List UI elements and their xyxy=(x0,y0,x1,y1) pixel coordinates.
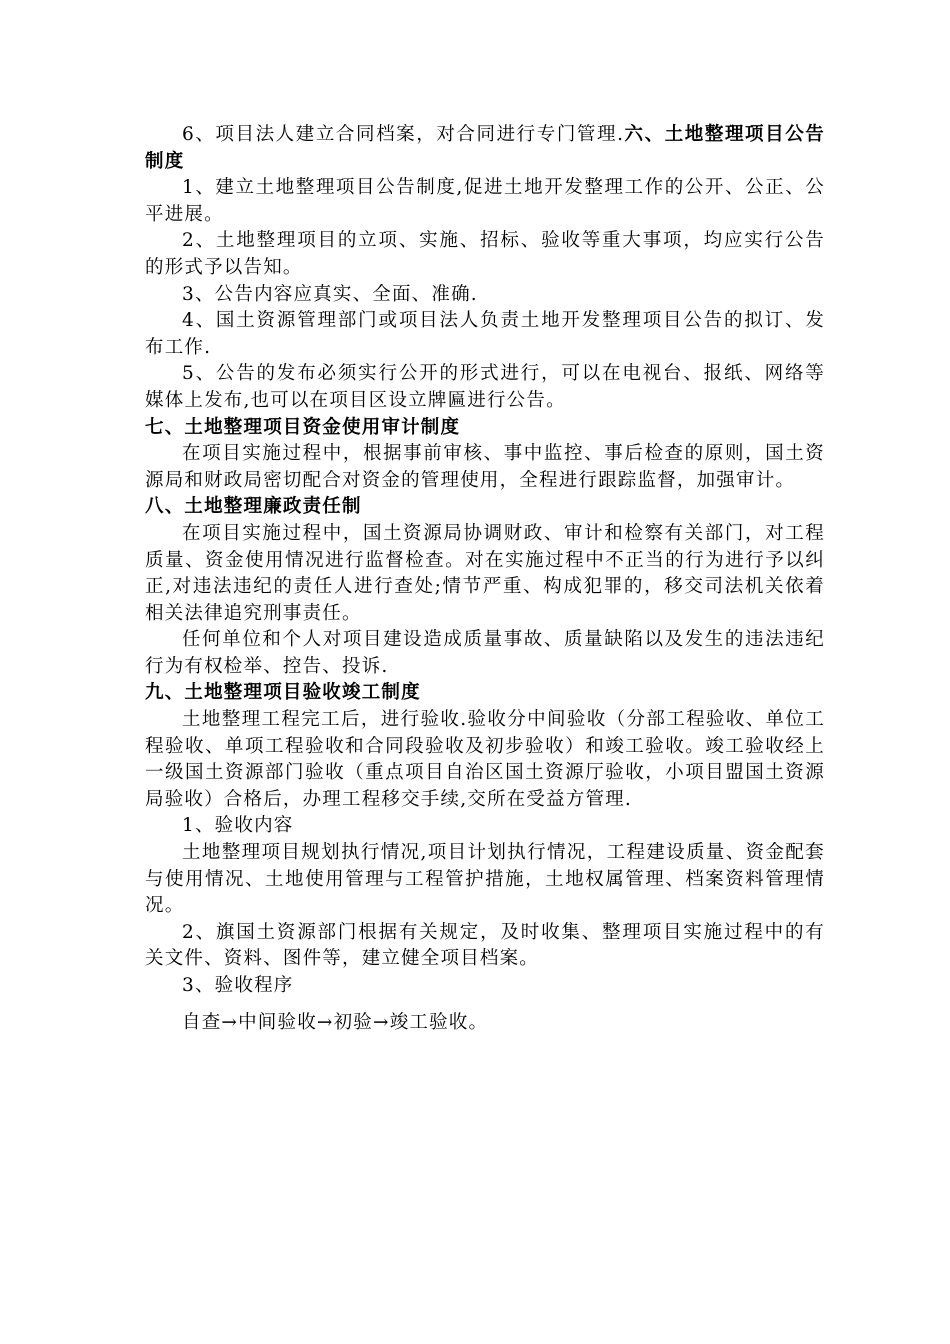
paragraph-9-1: 土地整理工程完工后，进行验收.验收分中间验收（分部工程验收、单位工程验收、单项工程验收和合同段验收及初步验收）和竣工验收。竣工验收经上一级国土资源部门验收（重点项目自治区国土资源厅验收，小项目盟国土资源局验收）合格后，办理工程移交手续,交所在受益方管理. xyxy=(145,709,825,810)
paragraph-9-4: 2、旗国土资源部门根据有关规定，及时收集、整理项目实施过程中的有关文件、资料、图件等，建立健全项目档案。 xyxy=(145,921,825,970)
paragraph-8-1: 在项目实施过程中，国土资源局协调财政、审计和检察有关部门，对工程质量、资金使用情况进行监督检查。对在实施过程中不正当的行为进行予以纠正,对违法违纪的责任人进行查处;情节严重、构成犯罪的，移交司法机关依着相关法律追究刑事责任。 xyxy=(145,522,825,624)
paragraph-6-3: 3、公告内容应真实、全面、准确. xyxy=(182,283,478,305)
document-page xyxy=(145,122,825,1036)
section-heading-6: 六、土地整理项目公告制度 xyxy=(145,124,825,172)
section-heading-8: 八、土地整理廉政责任制 xyxy=(145,496,362,518)
paragraph-6-4: 4、国土资源管理部门或项目法人负责土地开发整理项目公告的拟订、发布工作. xyxy=(145,310,825,358)
paragraph-8-2: 任何单位和个人对项目建设造成质量事故、质量缺陷以及发生的违法违纪行为有权检举、控告、投诉. xyxy=(145,629,825,677)
paragraph-9-6: 自查→中间验收→初验→竣工验收。 xyxy=(182,1011,489,1033)
paragraph-6-1: 1、建立土地整理项目公告制度,促进土地开发整理工作的公开、公正、公平进展。 xyxy=(145,177,825,225)
paragraph-9-5: 3、验收程序 xyxy=(182,975,294,996)
paragraph-6-2: 2、土地整理项目的立项、实施、招标、验收等重大事项，均应实行公告的形式予以告知。 xyxy=(145,230,825,278)
section-heading-7: 七、土地整理项目资金使用审计制度 xyxy=(145,416,461,438)
paragraph-7-1: 在项目实施过程中，根据事前审核、事中监控、事后检查的原则，国土资源局和财政局密切配合对资金的管理使用，全程进行跟踪监督，加强审计。 xyxy=(145,443,825,491)
paragraph-6-5: 5、公告的发布必须实行公开的形式进行，可以在电视台、报纸、网络等媒体上发布,也可以在项目区设立牌匾进行公告。 xyxy=(145,363,825,411)
contract-archive-text: 6、项目法人建立合同档案，对合同进行专门管理. xyxy=(182,124,625,145)
paragraph-9-3: 土地整理项目规划执行情况,项目计划执行情况，工程建设质量、资金配套与使用情况、土地使用管理与工程管护措施，土地权属管理、档案资料管理情况。 xyxy=(145,842,825,917)
paragraph-contract-archive xyxy=(145,122,825,175)
section-heading-9: 九、土地整理项目验收竣工制度 xyxy=(145,682,421,704)
paragraph-9-2: 1、验收内容 xyxy=(182,815,294,837)
